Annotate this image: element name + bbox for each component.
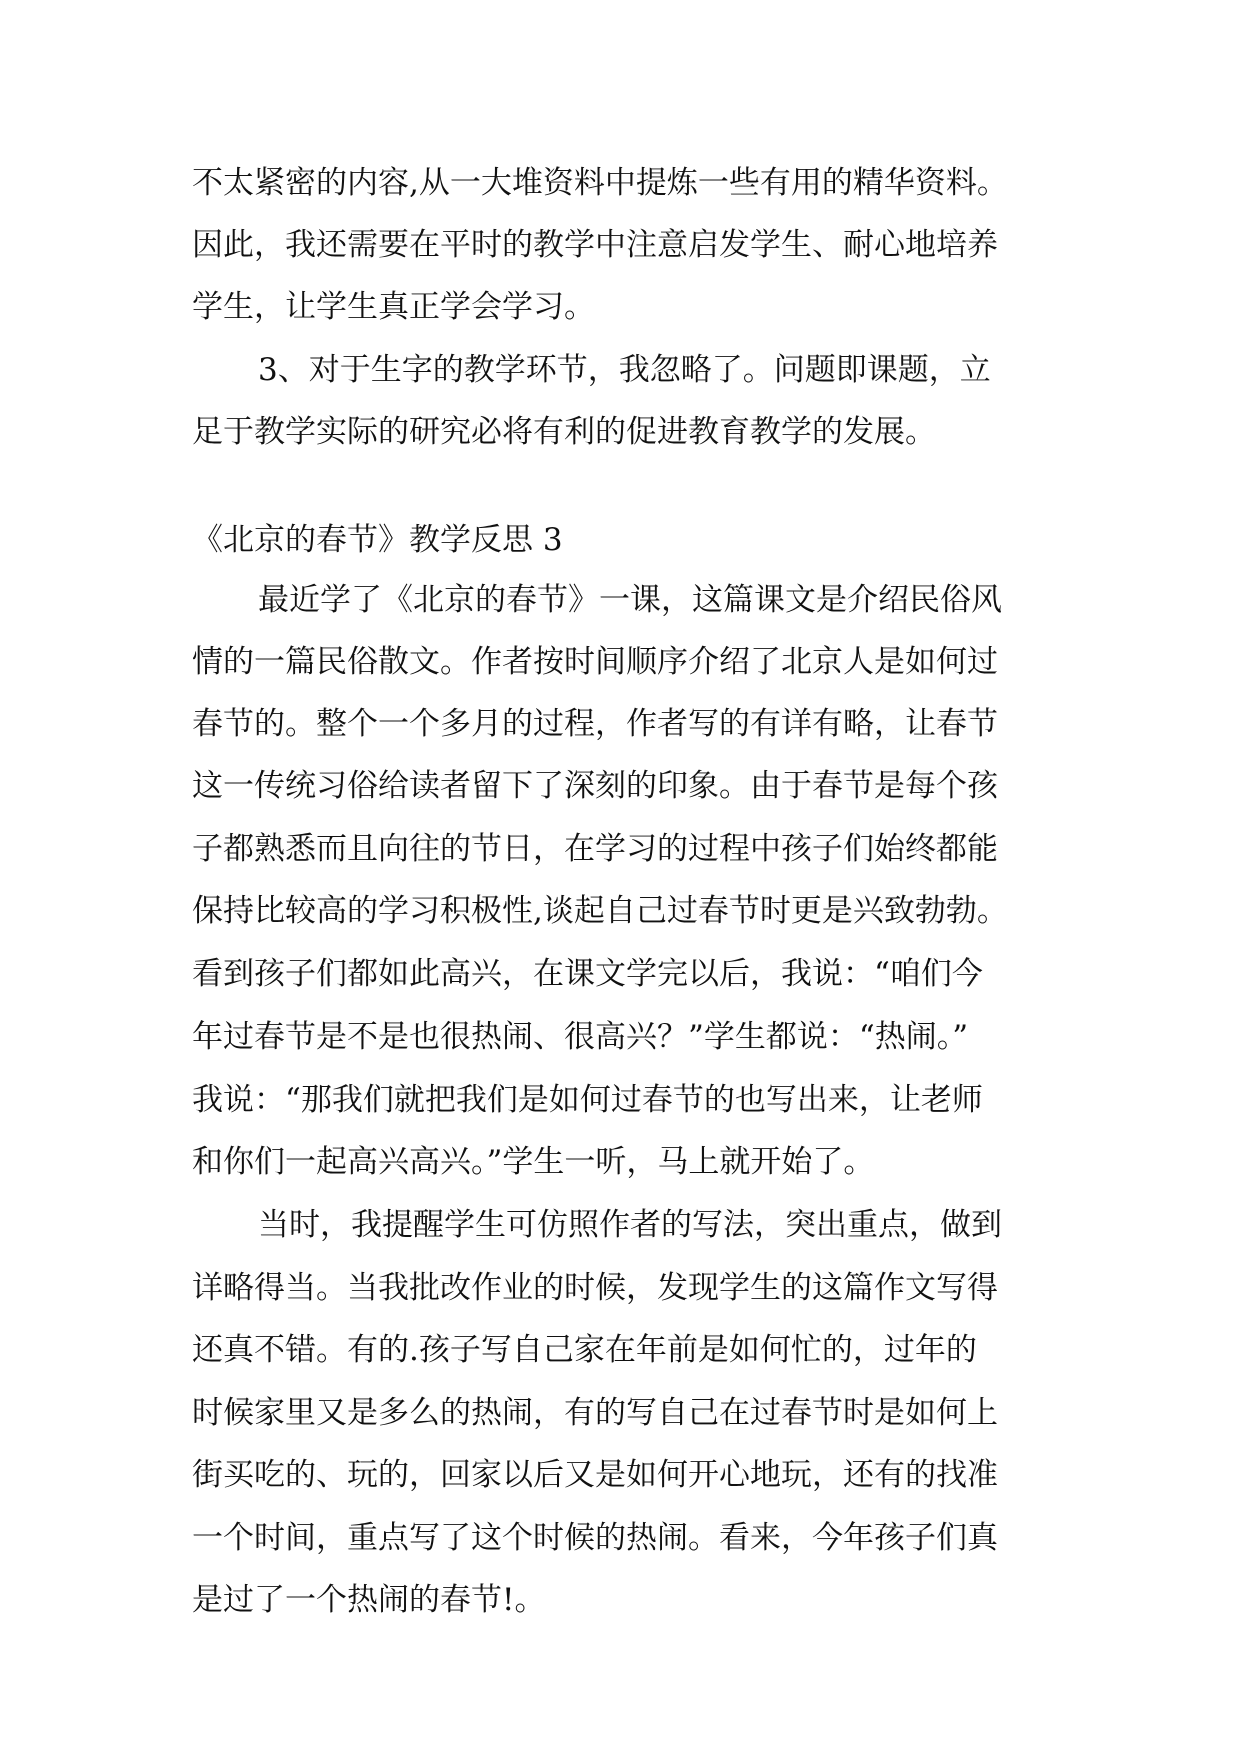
paragraph-line: 街买吃的、玩的，回家以后又是如何开心地玩，还有的找准 bbox=[192, 1457, 998, 1493]
paragraph-line: 子都熟悉而且向往的节日，在学习的过程中孩子们始终都能 bbox=[192, 831, 998, 867]
paragraph-line: 和你们一起高兴高兴。”学生一听，马上就开始了。 bbox=[192, 1144, 875, 1180]
paragraph-line: 春节的。整个一个多月的过程，作者写的有详有略，让春节 bbox=[192, 706, 998, 742]
paragraph-line: 保持比较高的学习积极性,谈起自己过春节时更是兴致勃勃。 bbox=[192, 893, 1008, 929]
paragraph-line: 因此，我还需要在平时的教学中注意启发学生、耐心地培养 bbox=[192, 227, 998, 263]
paragraph-line: 最近学了《北京的春节》一课，这篇课文是介绍民俗风 bbox=[258, 582, 1002, 618]
paragraph-line: 还真不错。有的.孩子写自己家在年前是如何忙的，过年的 bbox=[192, 1332, 977, 1368]
paragraph-line: 是过了一个热闹的春节!。 bbox=[192, 1582, 546, 1618]
paragraph-line: 不太紧密的内容,从一大堆资料中提炼一些有用的精华资料。 bbox=[192, 165, 1008, 201]
paragraph-line: 时候家里又是多么的热闹，有的写自己在过春节时是如何上 bbox=[192, 1395, 998, 1431]
paragraph-line: 这一传统习俗给读者留下了深刻的印象。由于春节是每个孩 bbox=[192, 768, 998, 804]
paragraph-line: 年过春节是不是也很热闹、很高兴？”学生都说：“热闹。” bbox=[192, 1019, 969, 1055]
paragraph-line: 一个时间，重点写了这个时候的热闹。看来，今年孩子们真 bbox=[192, 1520, 998, 1556]
paragraph-line: 看到孩子们都如此高兴，在课文学完以后，我说：“咱们今 bbox=[192, 956, 983, 992]
paragraph-line: 详略得当。当我批改作业的时候，发现学生的这篇作文写得 bbox=[192, 1270, 998, 1306]
section-heading: 《北京的春节》教学反思 3 bbox=[192, 522, 563, 558]
paragraph-line: 3、对于生字的教学环节，我忽略了。问题即课题，立 bbox=[258, 352, 991, 388]
paragraph-line: 足于教学实际的研究必将有利的促进教育教学的发展。 bbox=[192, 414, 936, 450]
paragraph-line: 当时，我提醒学生可仿照作者的写法，突出重点，做到 bbox=[258, 1207, 1002, 1243]
paragraph-line: 学生，让学生真正学会学习。 bbox=[192, 289, 595, 325]
paragraph-line: 我说：“那我们就把我们是如何过春节的也写出来，让老师 bbox=[192, 1082, 983, 1118]
paragraph-line: 情的一篇民俗散文。作者按时间顺序介绍了北京人是如何过 bbox=[192, 644, 998, 680]
